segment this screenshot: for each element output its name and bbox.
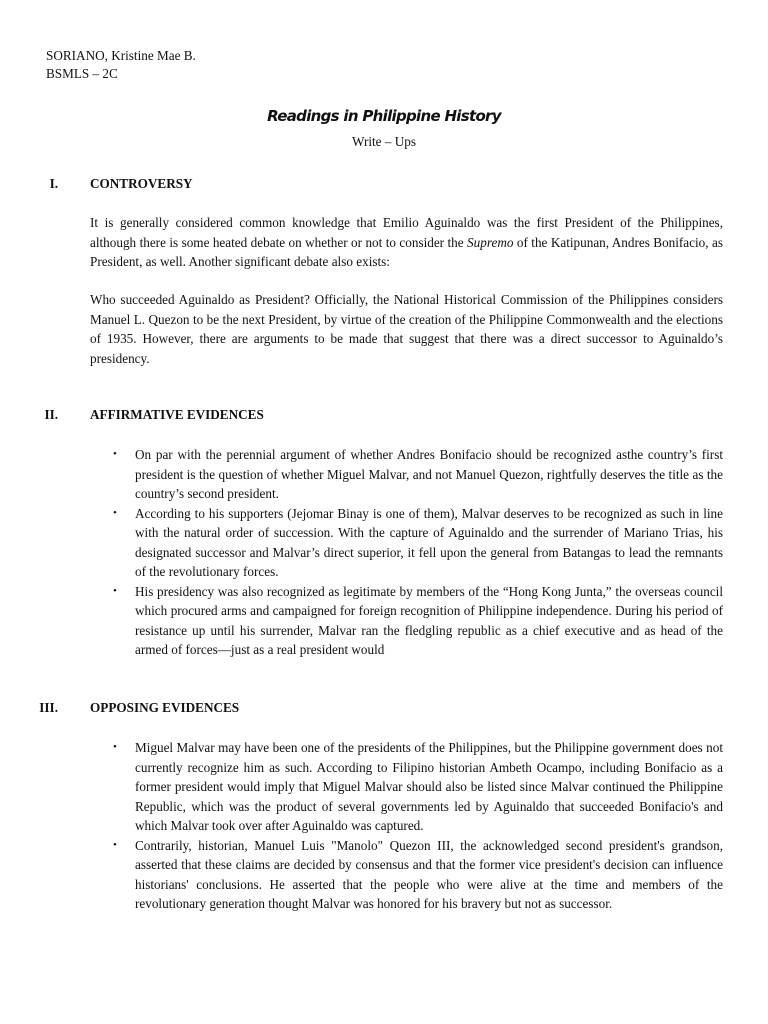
- author-block: [46, 47, 196, 83]
- section-numeral: I.: [49, 176, 58, 191]
- affirmative-list: [90, 445, 723, 660]
- section-title: CONTROVERSY: [90, 176, 193, 191]
- opposing-list: [90, 738, 723, 914]
- bullet-icon: •: [113, 448, 117, 460]
- bullet-icon: •: [113, 584, 117, 597]
- section-numeral: III.: [39, 700, 58, 715]
- list-item-text: On par with the perennial argument of whether Andres Bonifacio should be recognized asthe country’s first president is the question of whether Miguel Malvar, and not Manuel Quezon, rightfully deserves the title as the country’s second president.: [135, 447, 723, 501]
- list-item-text: Miguel Malvar may have been one of the presidents of the Philippines, but the Philippine government does not currently recognize him as such. According to Filipino historian Ambeth Ocampo, including Bonifacio as a former president would imply that Miguel Malvar should also be listed since Malvar continued the Philippine Republic, which was the product of several governments led by Aguinaldo that succeeded Bonifacio's and which Malvar took over after Aguinaldo was captured.: [135, 740, 723, 833]
- controversy-paragraph-2: Who succeeded Aguinaldo as President? Officially, the National Historical Commission of the Philippines considers Manuel L. Quezon to be the next President, by virtue of the creation of the Philippine Commonwealth and the elections of 1935. However, there are arguments to be made that suggest that there was a direct successor to Aguinaldo’s presidency.: [90, 292, 723, 366]
- bullet-icon: •: [113, 838, 117, 851]
- section-title: OPPOSING EVIDENCES: [90, 700, 240, 715]
- bullet-icon: •: [113, 506, 117, 519]
- course-section: BSMLS – 2C: [46, 66, 118, 81]
- italic-term: Supremo: [467, 234, 514, 250]
- list-item-text: His presidency was also recognized as legitimate by members of the “Hong Kong Junta,” the overseas council which procured arms and campaigned for foreign recognition of Philippine independence. During his period of resistance up until his surrender, Malvar ran the fledgling republic as a chief executive and as head of the armed of forces—just as a real president would: [135, 583, 723, 657]
- section-numeral: II.: [44, 407, 58, 422]
- list-item: [90, 836, 723, 914]
- list-item: [90, 445, 723, 504]
- list-item: [90, 738, 723, 836]
- list-item: [90, 504, 723, 582]
- document-subtitle: Write – Ups: [352, 134, 416, 149]
- controversy-paragraph-1: [90, 213, 723, 272]
- list-item: [90, 582, 723, 660]
- paragraph-text: of the Katipunan, Andres Bonifacio, as President, as well. Another significant debate also exists:: [90, 234, 723, 269]
- author-name: SORIANO, Kristine Mae B.: [46, 48, 196, 63]
- paragraph-text: It is generally considered common knowledge that Emilio Aguinaldo was the first President of the Philippines, although there is some heated debate on whether or not to consider the: [90, 215, 723, 250]
- list-item-text: Contrarily, historian, Manuel Luis "Manolo" Quezon III, the acknowledged second president's grandson, asserted that these claims are decided by consensus and that the former vice president's decision can influence historians' conclusions. He asserted that the people who were alive at the time and members of the revolutionary generation thought Malvar was honored for his bravery but not as successor.: [135, 837, 723, 911]
- document-title: Readings in Philippine History: [267, 107, 501, 125]
- bullet-icon: •: [113, 741, 117, 753]
- list-item-text: According to his supporters (Jejomar Binay is one of them), Malvar deserves to be recognized as such in line with the natural order of succession. With the capture of Aguinaldo and the surrender of Mariano Trias, his designated successor and Malvar’s direct superior, it fell upon the general from Batangas to lead the remnants of the revolutionary forces.: [135, 505, 723, 579]
- section-title: AFFIRMATIVE EVIDENCES: [90, 407, 264, 422]
